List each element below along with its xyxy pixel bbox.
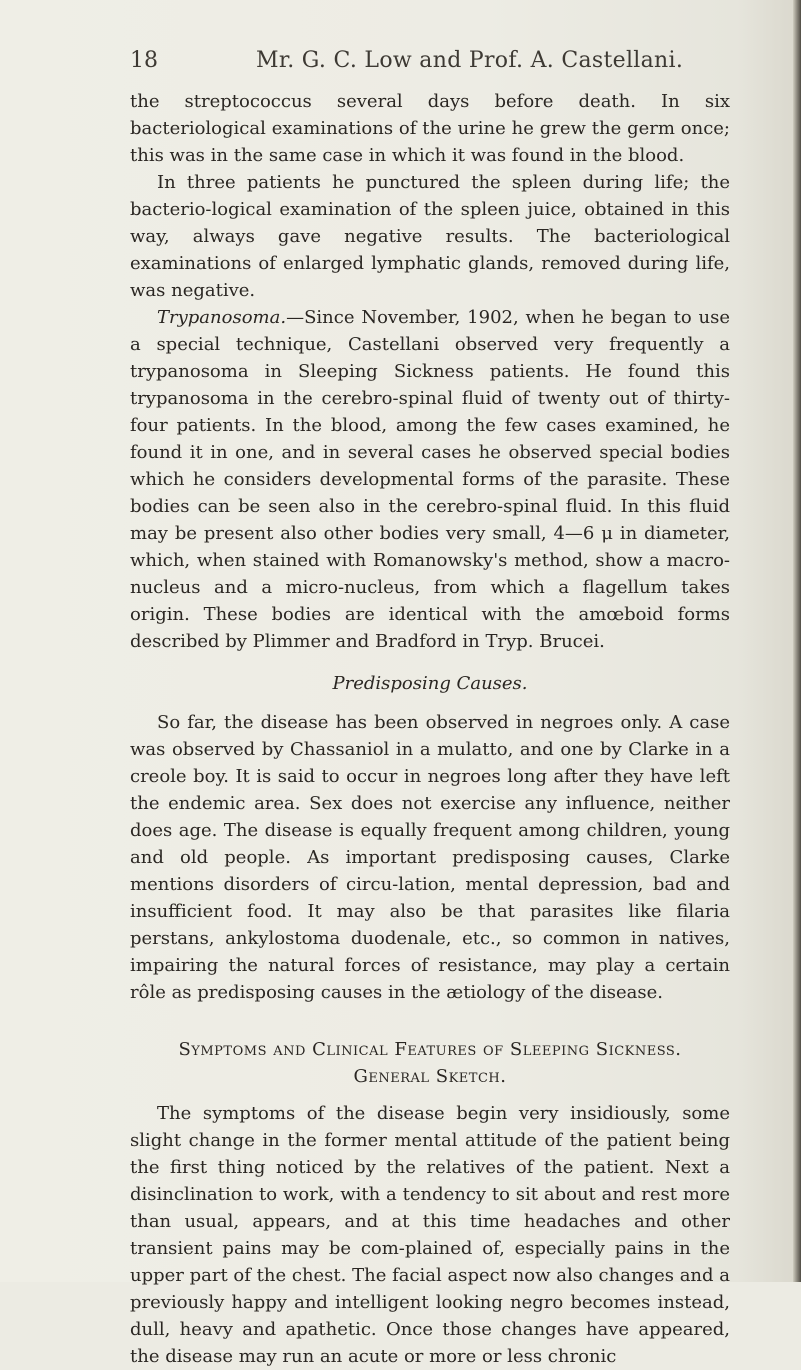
heading-symptoms-line1: Symptoms and Clinical Features of Sleeping Sickness. xyxy=(178,1039,682,1060)
trypanosoma-text: —Since November, 1902, when he began to use a special technique, Castellani observed very frequently a trypanosoma in Sleeping Sickness patients. He found this trypanosoma in the cerebro-spinal fluid of twenty out of thirty-four patients. In the blood, among the few cases examined, he found it in one, and in several cases he observed special bodies which he considers developmental forms of the parasite. These bodies can be seen also in the cerebro-spinal fluid. In this fluid may be present also other bodies very small, 4—6 μ in diameter, which, when stained with Romanowsky's method, show a macro-nucleus and a micro-nucleus, from which a flagellum takes origin. These bodies are identical with the amœboid forms described by Plimmer and Bradford in Tryp. Brucei. xyxy=(130,307,730,652)
heading-predisposing-causes: Predisposing Causes. xyxy=(332,673,528,694)
paragraph-spleen-puncture: In three patients he punctured the spleen during life; the bacterio-logical examination of the spleen juice, obtained in this way, always gave negative results. The bacteriological examinations of enlarged lymphatic glands, removed during life, was negative. xyxy=(130,172,730,301)
paragraph-streptococcus: the streptococcus several days before death. In six bacteriological examinations of the urine he grew the germ once; this was in the same case in which it was found in the blood. xyxy=(130,91,730,166)
body-text xyxy=(130,88,730,1370)
running-head: Mr. G. C. Low and Prof. A. Castellani. xyxy=(256,48,684,73)
trypanosoma-label: Trypanosoma. xyxy=(157,307,287,328)
page-edge-shadow xyxy=(793,0,801,1282)
paragraph-trypanosoma xyxy=(130,304,730,655)
heading-symptoms xyxy=(130,1036,730,1090)
page-number: 18 xyxy=(130,48,158,73)
paragraph-symptoms: The symptoms of the disease begin very insidiously, some slight change in the former mental attitude of the patient being the first thing noticed by the relatives of the patient. Next a disinclination to work, with a tendency to sit about and rest more than usual, appears, and at this time headaches and other transient pains may be com-plained of, especially pains in the upper part of the chest. The facial aspect now also changes and a previously happy and intelligent looking negro becomes instead, dull, heavy and apathetic. Once those changes have appeared, the disease may run an acute or more or less chronic xyxy=(130,1103,730,1367)
page-header xyxy=(130,44,730,78)
heading-symptoms-line2: General Sketch. xyxy=(353,1066,507,1087)
paragraph-predisposing: So far, the disease has been observed in negroes only. A case was observed by Chassaniol in a mulatto, and one by Clarke in a creole boy. It is said to occur in negroes long after they have left the endemic area. Sex does not exercise any influence, neither does age. The disease is equally frequent among children, young and old people. As important predisposing causes, Clarke mentions disorders of circu-lation, mental depression, bad and insufficient food. It may also be that parasites like filaria perstans, ankylostoma duodenale, etc., so common in natives, impairing the natural forces of resistance, may play a certain rôle as predisposing causes in the ætiology of the disease. xyxy=(130,712,730,1003)
